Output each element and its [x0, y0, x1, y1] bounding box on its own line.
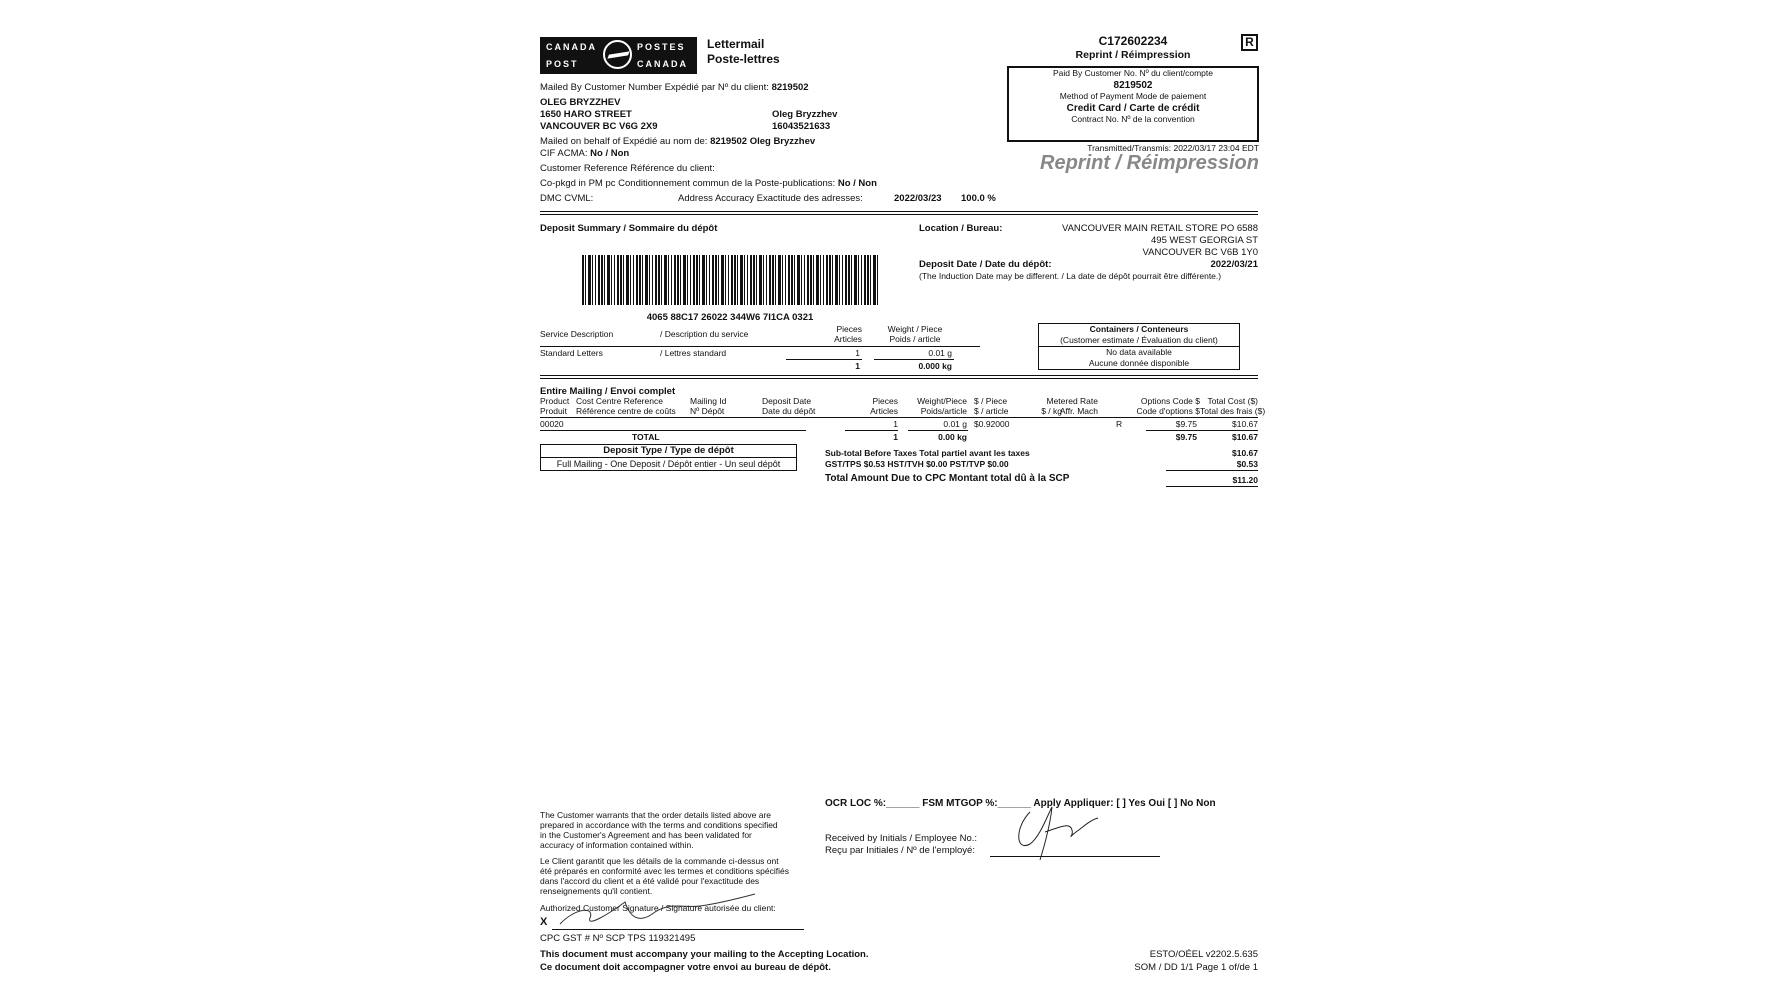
mailed-by-row — [540, 82, 809, 93]
pieces-header: Pieces — [836, 324, 862, 334]
containers-nodata-fr: Aucune donnée disponible — [1088, 358, 1190, 368]
mailed-by-number: 8219502 — [771, 82, 809, 93]
footer-notice-fr: Ce document doit accompagner votre envoi au bureau de dépôt. — [540, 962, 831, 973]
entire-mailing-header-cell: Nº Dépôt — [690, 406, 725, 416]
divider — [786, 359, 862, 360]
warranty-line: prepared in accordance with the terms and conditions specified — [540, 820, 778, 830]
total-option-amount: $9.75 — [1175, 432, 1197, 442]
received-by-label-en: Received by Initials / Employee No.: — [825, 833, 978, 844]
copkgd-value: No / Non — [837, 178, 877, 189]
divider — [874, 359, 954, 360]
amount-due-label: Total Amount Due to CPC Montant total dû à la SCP — [825, 473, 1070, 484]
divider — [1166, 486, 1258, 487]
customer-signature — [550, 888, 770, 934]
row-option-code: R — [1116, 419, 1123, 429]
entire-mailing-header-cell: $ / article — [974, 406, 1009, 416]
page-number: SOM / DD 1/1 Page 1 of/de 1 — [1134, 962, 1258, 973]
paid-customer-number: 8219502 — [1113, 79, 1153, 91]
logo-text: CANADA — [637, 59, 688, 69]
document-id: C172602234 — [1098, 34, 1168, 48]
row-per-piece: $0.92000 — [974, 419, 1010, 429]
induction-note: (The Induction Date may be different. / La date de dépôt pourrait être différente.) — [919, 271, 1222, 281]
location-line-1: VANCOUVER MAIN RETAIL STORE PO 6588 — [1061, 223, 1258, 234]
contact-phone: 16043521633 — [772, 121, 831, 132]
version: ESTO/OÉEL v2202.5.635 — [1149, 949, 1258, 960]
service-desc-fr: / Lettres standard — [660, 348, 727, 358]
footer-notice-en: This document must accompany your mailing to the Accepting Location. — [540, 949, 869, 960]
entire-mailing-header-cell: Mailing Id — [690, 396, 727, 406]
service-desc-header: Service Description — [540, 329, 614, 339]
warranty-line: accuracy of information contained within. — [540, 840, 694, 850]
signature-x: X — [540, 916, 548, 928]
entire-mailing-header-cell: Metered Rate — [1046, 396, 1098, 406]
warranty-line: dans l'accord du client et a été validé pour l'exactitude des — [540, 876, 760, 886]
entire-mailing-title: Entire Mailing / Envoi complet — [540, 386, 676, 397]
warranty-line: The Customer warrants that the order details listed above are — [540, 810, 772, 820]
location-line-2: 495 WEST GEORGIA ST — [1151, 235, 1258, 246]
divider — [1146, 430, 1258, 431]
subtotal-label: Sub-total Before Taxes Total partiel avant les taxes — [825, 448, 1030, 458]
entire-mailing-header-cell: Cost Centre Reference — [576, 396, 663, 406]
contract-label: Contract No. Nº de la convention — [1071, 114, 1195, 124]
divider — [1166, 470, 1258, 471]
location-line-3: VANCOUVER BC V6B 1Y0 — [1142, 247, 1258, 258]
location-label: Location / Bureau: — [919, 223, 1003, 234]
warranty-line: été préparés en conformité avec les termes et conditions spécifiés — [540, 866, 789, 876]
deposit-date: 2022/03/21 — [1210, 259, 1258, 270]
row-option-amount: $9.75 — [1175, 419, 1197, 429]
cif-row — [540, 148, 629, 159]
divider — [540, 375, 1258, 376]
logo-text: POSTES — [637, 42, 686, 52]
divider — [540, 346, 980, 347]
employee-signature — [1010, 802, 1110, 862]
behalf-name: Oleg Bryzzhev — [749, 136, 816, 147]
address-accuracy-label: Address Accuracy Exactitude des adresses: — [678, 193, 863, 204]
weight-header-fr: Poids / article — [889, 334, 941, 344]
reprint-watermark: Reprint / Réimpression — [1040, 152, 1259, 174]
logo-text: CANADA — [546, 42, 597, 52]
weight-header: Weight / Piece — [887, 324, 943, 334]
canada-post-emblem-icon — [603, 40, 632, 69]
behalf-row — [540, 136, 815, 147]
customer-name: OLEG BRYZZHEV — [540, 97, 621, 108]
entire-mailing-header-cell: $ / Piece — [974, 396, 1008, 406]
tax-breakdown: GST/TPS $0.53 HST/TVH $0.00 PST/TVP $0.00 — [825, 459, 1009, 469]
deposit-summary-title: Deposit Summary / Sommaire du dépôt — [540, 223, 718, 234]
canada-post-logo — [540, 37, 697, 74]
row-pieces: 1 — [893, 419, 898, 429]
total-pieces: 1 — [893, 432, 898, 442]
transmitted-timestamp: Transmitted/Transmis: 2022/03/17 23:04 EDT — [1087, 143, 1259, 153]
contact-name: Oleg Bryzzhev — [772, 109, 838, 120]
entire-mailing-header-cell: Options Code $ — [1140, 396, 1200, 406]
gst-number: CPC GST # Nº SCP TPS 119321495 — [540, 933, 696, 944]
subtotal: $10.67 — [1232, 448, 1258, 458]
entire-mailing-header-cell: Poids/article — [920, 406, 967, 416]
deposit-type-value: Full Mailing - One Deposit / Dépôt entier - Un seul dépôt — [556, 459, 781, 469]
amount-due: $11.20 — [1232, 475, 1258, 485]
payment-box — [1007, 66, 1259, 142]
service-total-pieces: 1 — [855, 361, 860, 371]
pieces-header-fr: Articles — [834, 334, 862, 344]
entire-mailing-header-cell: Référence centre de coûts — [576, 406, 676, 416]
row-product: 00020 — [540, 419, 564, 429]
payment-method: Credit Card / Carte de crédit — [1066, 102, 1200, 114]
entire-mailing-header-cell: Date du dépôt — [762, 406, 816, 416]
entire-mailing-header-cell: Pieces — [872, 396, 898, 406]
barcode-text: 4065 88C17 26022 344W6 7I1CA 0321 — [646, 312, 814, 323]
warranty-line: renseignements qu'il contient. — [540, 886, 653, 896]
divider — [540, 417, 1258, 418]
ocr-fsm-apply-row: OCR LOC %:______ FSM MTGOP %:______ Apply Appliquer: [ ] Yes Oui [ ] No Non — [825, 798, 1216, 809]
customer-city: VANCOUVER BC V6G 2X9 — [540, 121, 658, 132]
divider — [845, 430, 898, 431]
entire-mailing-header-cell: Produit — [540, 406, 567, 416]
copkgd-label: Co-pkgd in PM pc Conditionnement commun de la Poste-publications: — [540, 178, 836, 189]
entire-mailing-header-cell: Total des frais ($) — [1200, 406, 1266, 416]
row-weight: 0.01 g — [943, 419, 967, 429]
signature-label: Authorized Customer Signature / Signature autorisée du client: — [540, 903, 776, 913]
customer-reference: Customer Reference Référence du client: — [540, 163, 715, 174]
divider — [908, 430, 968, 431]
divider — [540, 214, 1258, 215]
deposit-type-title: Deposit Type / Type de dépôt — [541, 445, 796, 458]
received-by-label-fr: Reçu par Initiales / Nº de l'employé: — [825, 845, 975, 856]
dmc-label: DMC CVML: — [540, 193, 594, 204]
service-title-fr: Poste-lettres — [707, 52, 780, 66]
containers-subtitle: (Customer estimate / Évaluation du client) — [1039, 335, 1239, 347]
tax-total: $0.53 — [1236, 459, 1258, 469]
containers-box — [1038, 323, 1240, 370]
customer-street: 1650 HARO STREET — [540, 109, 632, 120]
entire-mailing-header-cell: Code d'options $ — [1136, 406, 1200, 416]
payment-method-label: Method of Payment Mode de paiement — [1059, 91, 1207, 101]
service-total-weight: 0.000 kg — [918, 361, 952, 371]
deposit-type-box — [540, 444, 797, 471]
service-desc: Standard Letters — [540, 348, 603, 358]
divider — [540, 378, 1258, 379]
warranty-line: Le Client garantit que les détails de la commande ci-dessus ont — [540, 856, 779, 866]
address-accuracy-pct: 100.0 % — [961, 193, 996, 204]
logo-text: POST — [546, 59, 579, 69]
service-desc-header-fr: / Description du service — [660, 329, 749, 339]
shipping-manifest-document — [540, 30, 1266, 990]
service-pieces: 1 — [855, 348, 860, 358]
entire-mailing-header-cell: $ / kg — [1041, 406, 1062, 416]
total-cost: $10.67 — [1232, 432, 1258, 442]
cif-value: No / Non — [590, 148, 630, 159]
service-title-en: Lettermail — [707, 37, 765, 51]
containers-title: Containers / Conteneurs — [1089, 324, 1189, 334]
divider — [540, 211, 1258, 212]
copkgd-row — [540, 178, 877, 189]
row-total: $10.67 — [1232, 419, 1258, 429]
entire-mailing-header-cell: Product — [540, 396, 570, 406]
entire-mailing-header-cell: Deposit Date — [762, 396, 812, 406]
warranty-line: in the Customer's Agreement and has been validated for — [540, 830, 752, 840]
entire-mailing-header-cell: Total Cost ($) — [1207, 396, 1258, 406]
behalf-number: 8219502 — [710, 136, 748, 147]
cif-label: CIF ACMA: — [540, 148, 588, 159]
total-weight: 0.00 kg — [938, 432, 967, 442]
address-accuracy-date: 2022/03/23 — [894, 193, 942, 204]
total-label: TOTAL — [632, 432, 660, 442]
entire-mailing-header-cell: Affr. Mach — [1059, 406, 1098, 416]
containers-nodata-en: No data available — [1106, 347, 1172, 357]
paid-by-label: Paid By Customer No. Nº du client/compte — [1053, 68, 1213, 78]
deposit-date-label: Deposit Date / Date du dépôt: — [919, 259, 1052, 270]
service-weight: 0.01 g — [928, 348, 952, 358]
divider — [540, 430, 806, 431]
behalf-label: Mailed on behalf of Expédié au nom de: — [540, 136, 708, 147]
deposit-barcode — [582, 255, 878, 305]
entire-mailing-header-cell: Weight/Piece — [917, 396, 967, 406]
reprint-label: Reprint / Réimpression — [1075, 49, 1191, 61]
entire-mailing-header-cell: Articles — [870, 406, 898, 416]
mailed-by-label: Mailed By Customer Number Expédié par Nº du client: — [540, 82, 769, 93]
registered-mark: R — [1241, 34, 1258, 51]
